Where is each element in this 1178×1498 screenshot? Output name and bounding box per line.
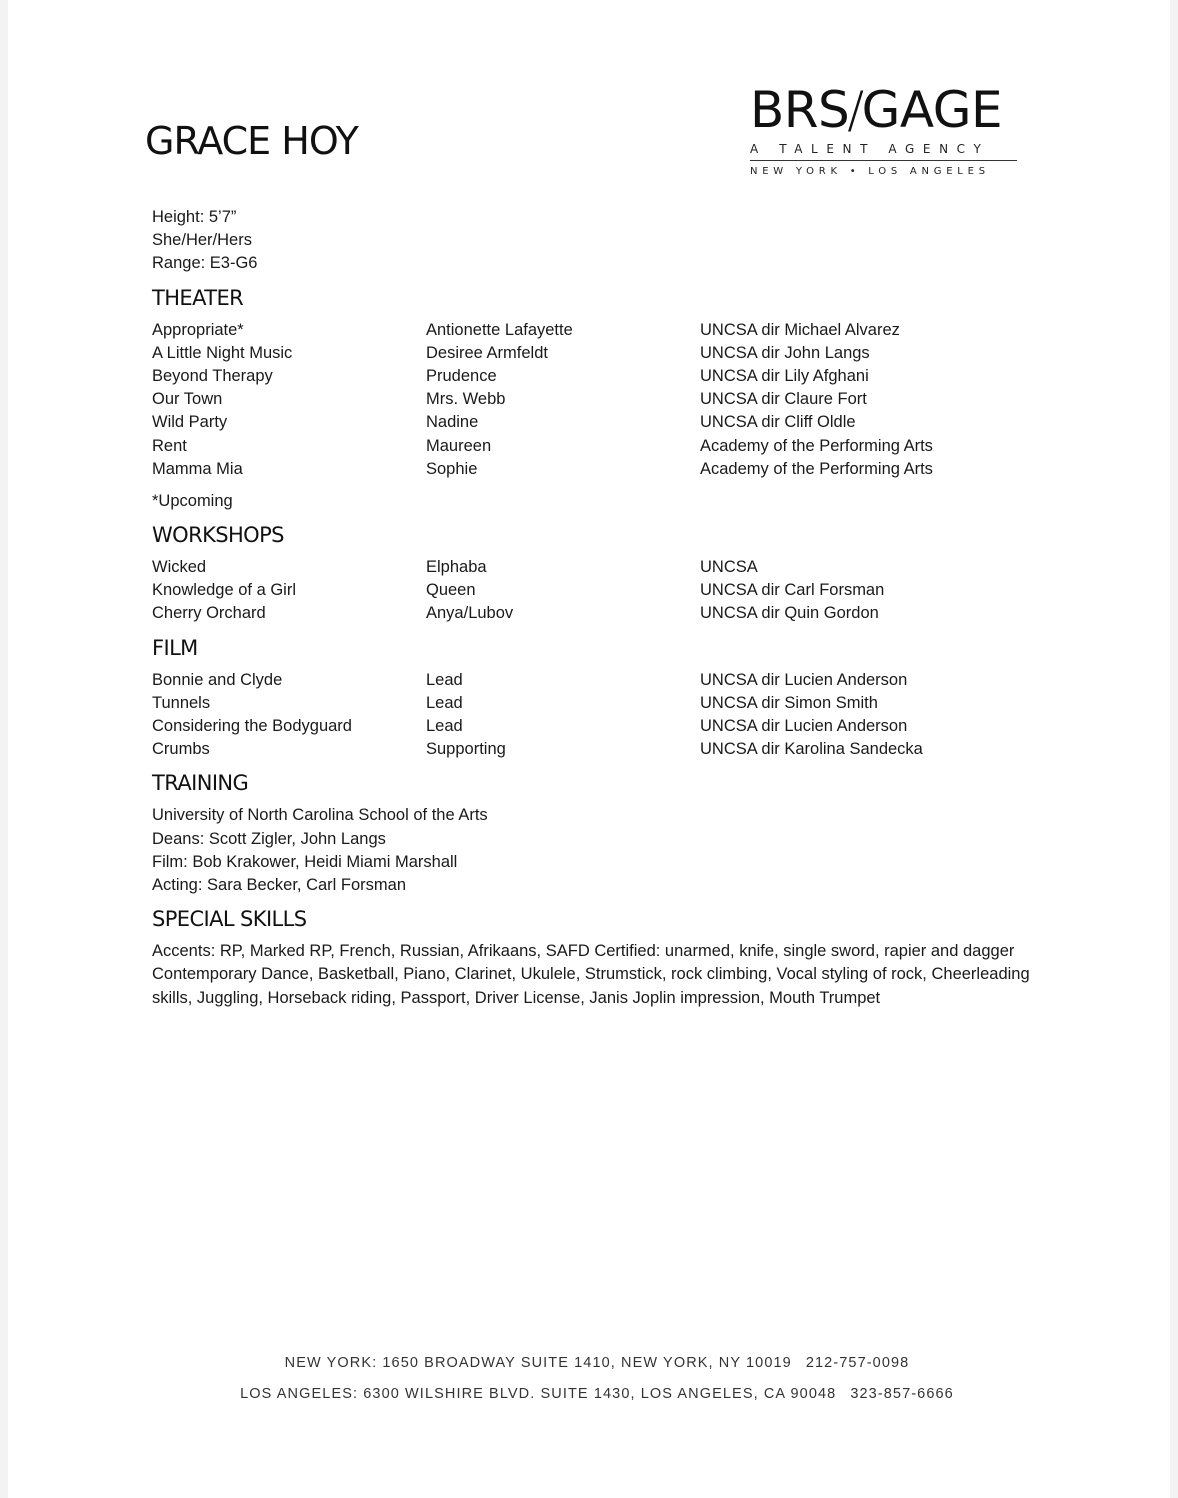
footer-new-york [8, 1355, 1178, 1371]
training-line: Acting: Sara Becker, Carl Forsman [152, 875, 407, 894]
credit-row [152, 435, 1032, 458]
agency-logo-divider [750, 160, 1017, 161]
section-title-special-skills: SPECIAL SKILLS [152, 907, 307, 932]
credit-title: Considering the Bodyguard [152, 717, 352, 736]
special-skills-text: Accents: RP, Marked RP, French, Russian, Afrikaans, SAFD Certified: unarmed, knife, single sword, rapier and dagger Contemporary Dance, Basketball, Piano, Clarinet, Ukulele, Strumstick, rock climbing, Vocal styling of rock, Cheerleading skills, Juggling, Horseback riding, Passport, Driver License, Janis Joplin impression, Mouth Trumpet [152, 942, 1030, 1007]
credit-role: Lead [426, 670, 463, 689]
credit-title: Rent [152, 436, 187, 455]
agency-cities: NEW YORK • LOS ANGELES [750, 166, 990, 177]
credit-title: Appropriate* [152, 320, 244, 339]
personal-stats [152, 206, 1032, 276]
credit-row [152, 556, 1032, 579]
credit-venue: Academy of the Performing Arts [700, 436, 933, 455]
credit-row [152, 319, 1032, 342]
section-title-training: TRAINING [152, 771, 249, 796]
agency-tagline: A TALENT AGENCY [750, 142, 990, 156]
agency-logo [750, 81, 1018, 177]
agency-logo-right: GAGE [861, 81, 1003, 139]
credit-venue: UNCSA dir Lily Afghani [700, 366, 869, 385]
credit-role: Nadine [426, 413, 479, 432]
credit-venue: UNCSA [700, 558, 758, 577]
credit-title: Our Town [152, 390, 223, 409]
upcoming-note: *Upcoming [152, 491, 233, 510]
credit-title: Bonnie and Clyde [152, 670, 283, 689]
credit-venue: UNCSA dir Simon Smith [700, 693, 878, 712]
credit-venue: UNCSA dir Lucien Anderson [700, 717, 908, 736]
credit-role: Queen [426, 581, 476, 600]
credit-role: Anya/Lubov [426, 604, 514, 623]
credit-row [152, 342, 1032, 365]
section-title-theater: THEATER [152, 285, 244, 310]
agency-logo-wordmark [750, 81, 1018, 139]
credit-venue: UNCSA dir Quin Gordon [700, 604, 879, 623]
credit-title: Cherry Orchard [152, 604, 266, 623]
credit-row [152, 411, 1032, 434]
credit-title: A Little Night Music [152, 343, 293, 362]
credit-venue: UNCSA dir Karolina Sandecka [700, 740, 923, 759]
credit-title: Crumbs [152, 740, 210, 759]
credit-row [152, 388, 1032, 411]
theater-list [152, 319, 1032, 481]
footer-la-address: LOS ANGELES: 6300 WILSHIRE BLVD. SUITE 1430, LOS ANGELES, CA 90048 [240, 1386, 837, 1402]
credit-role: Prudence [426, 366, 497, 385]
workshops-list [152, 556, 1032, 626]
credit-role: Supporting [426, 740, 506, 759]
credit-row [152, 365, 1032, 388]
credit-venue: UNCSA dir Cliff Oldle [700, 413, 856, 432]
credit-venue: UNCSA dir Claure Fort [700, 390, 867, 409]
section-title-film: FILM [152, 635, 198, 660]
agency-logo-slash: / [847, 81, 864, 139]
training-list [152, 804, 1032, 897]
resume-page [8, 0, 1170, 1498]
actor-name: GRACE HOY [145, 119, 358, 163]
stat-height: Height: 5’7” [152, 208, 237, 226]
agency-logo-left: BRS [750, 81, 850, 139]
credit-venue: UNCSA dir John Langs [700, 343, 870, 362]
credit-row [152, 692, 1032, 715]
stat-pronouns: She/Her/Hers [152, 231, 252, 250]
credit-row [152, 715, 1032, 738]
training-line: Deans: Scott Zigler, John Langs [152, 829, 386, 848]
credit-title: Beyond Therapy [152, 366, 273, 385]
credit-row [152, 602, 1032, 625]
footer-la-phone: 323-857-6666 [850, 1386, 954, 1402]
credit-title: Tunnels [152, 693, 211, 712]
credit-role: Elphaba [426, 558, 487, 577]
credit-role: Lead [426, 693, 463, 712]
training-line: Film: Bob Krakower, Heidi Miami Marshall [152, 852, 458, 871]
credit-venue: UNCSA dir Michael Alvarez [700, 320, 900, 339]
credit-row [152, 738, 1032, 761]
credit-title: Wicked [152, 558, 207, 577]
credit-role: Mrs. Webb [426, 390, 506, 409]
credit-title: Knowledge of a Girl [152, 581, 296, 600]
training-line: University of North Carolina School of the Arts [152, 806, 488, 825]
credit-venue: UNCSA dir Lucien Anderson [700, 670, 908, 689]
credit-role: Antionette Lafayette [426, 320, 573, 339]
section-title-workshops: WORKSHOPS [152, 523, 284, 548]
credit-role: Lead [426, 717, 463, 736]
film-list [152, 669, 1032, 762]
stat-range: Range: E3-G6 [152, 254, 258, 273]
footer-los-angeles [8, 1386, 1178, 1402]
footer-ny-address: NEW YORK: 1650 BROADWAY SUITE 1410, NEW YORK, NY 10019 [284, 1355, 792, 1371]
credit-venue: Academy of the Performing Arts [700, 459, 933, 478]
credit-title: Wild Party [152, 413, 228, 432]
resume-content [152, 206, 1032, 1010]
credit-role: Desiree Armfeldt [426, 343, 548, 362]
credit-role: Sophie [426, 459, 478, 478]
credit-venue: UNCSA dir Carl Forsman [700, 581, 885, 600]
credit-row [152, 458, 1032, 481]
credit-row [152, 579, 1032, 602]
footer-ny-phone: 212-757-0098 [805, 1355, 910, 1371]
credit-role: Maureen [426, 436, 492, 455]
credit-title: Mamma Mia [152, 459, 243, 478]
credit-row [152, 669, 1032, 692]
